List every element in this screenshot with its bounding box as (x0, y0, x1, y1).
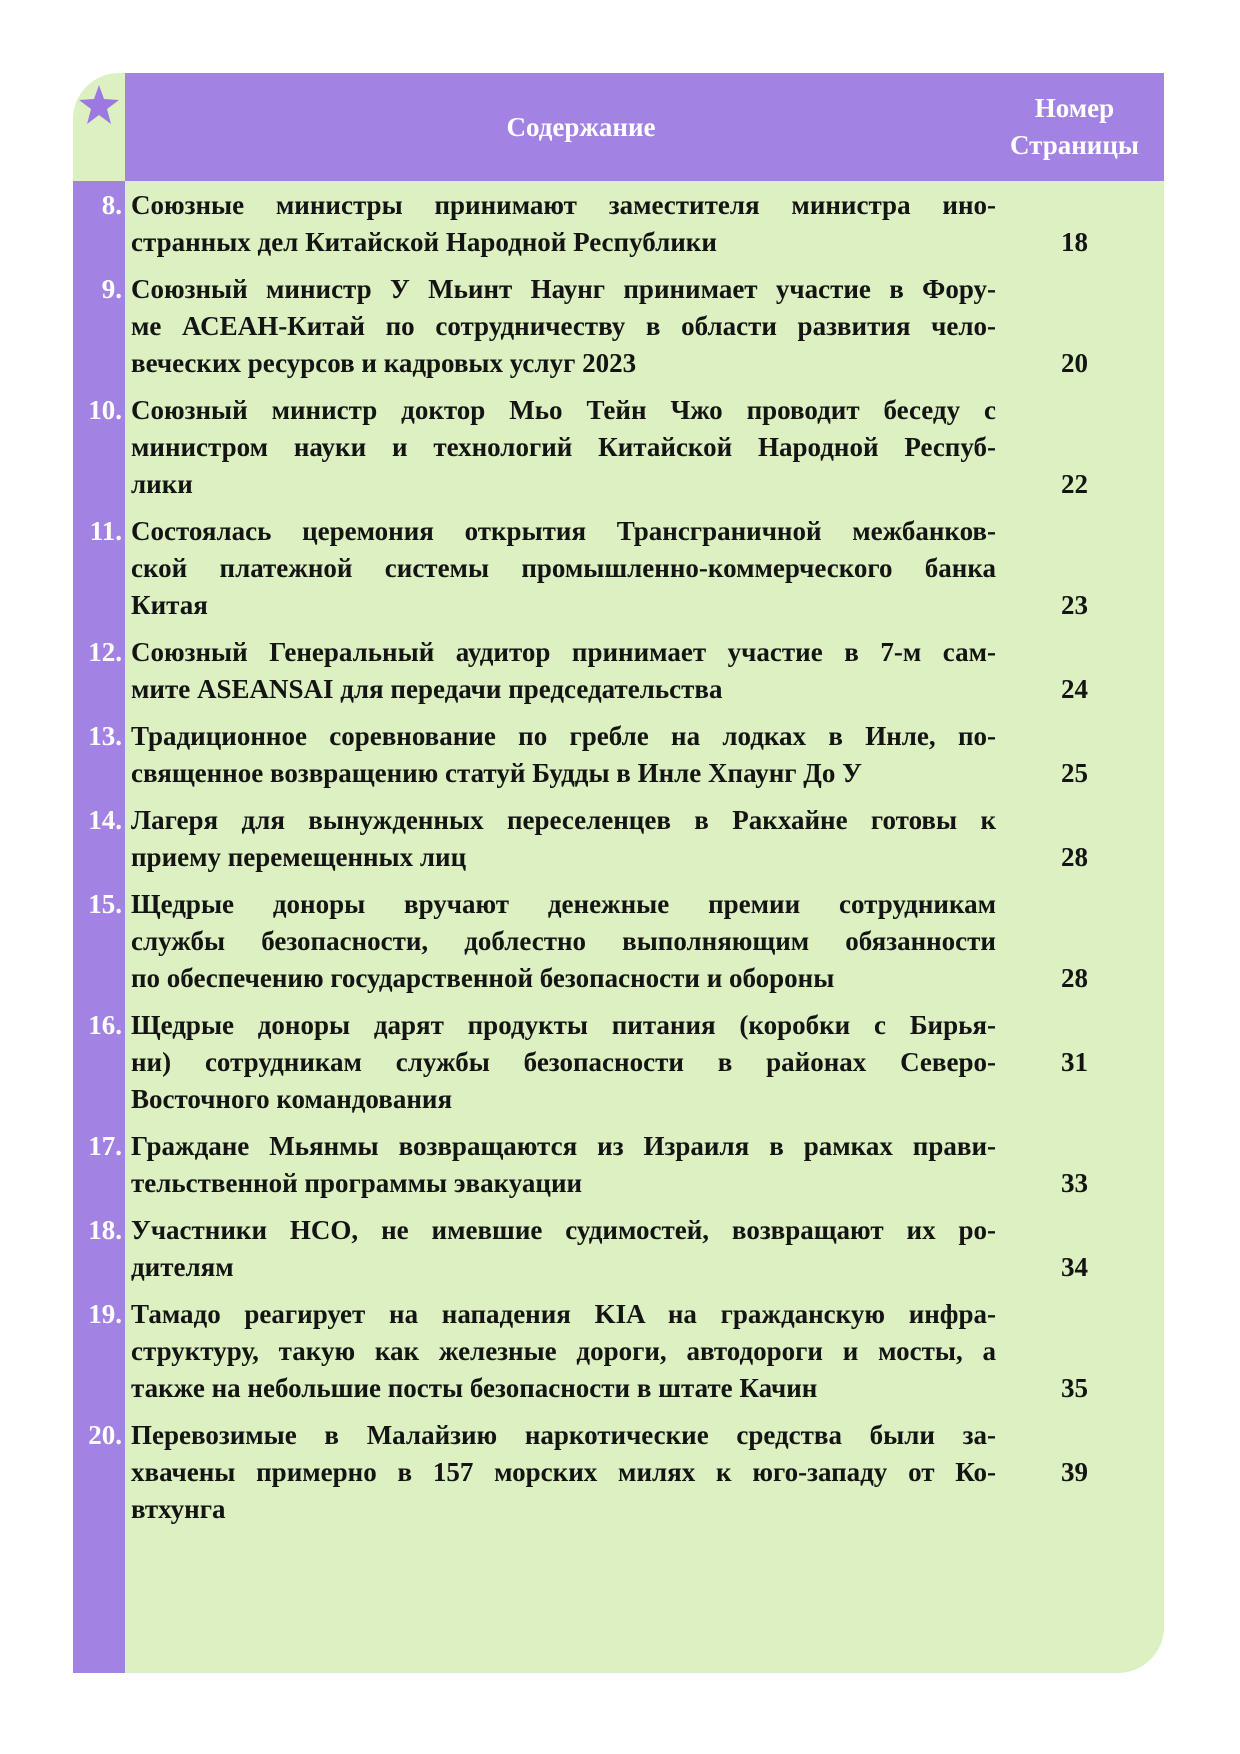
entry-page-number: 25 (1061, 758, 1088, 788)
entry-title-line: ни) сотрудникам службы безопасности в районах Северо- (131, 1047, 996, 1077)
entry-page-number: 18 (1061, 227, 1088, 257)
entry-title-line: дителям (131, 1252, 234, 1282)
entry-page-number: 23 (1061, 590, 1088, 620)
entry-title (131, 187, 996, 261)
entry-title (131, 1417, 996, 1528)
toc-entry (73, 634, 1164, 708)
contents-heading: Содержание (506, 111, 656, 142)
entry-page-number: 28 (1061, 842, 1088, 872)
star-corner (73, 73, 125, 181)
toc-entry (73, 271, 1164, 382)
entry-number: 17. (88, 1131, 122, 1161)
entry-title-line: Тамадо реагирует на нападения KIA на гражданскую инфра- (131, 1299, 996, 1329)
toc-entry (73, 1007, 1164, 1118)
entry-number: 11. (89, 516, 122, 546)
entry-title-line: Перевозимые в Малайзию наркотические средства были за- (131, 1420, 996, 1450)
toc-entry (73, 802, 1164, 876)
entry-title (131, 634, 996, 708)
entry-title-line: странных дел Китайской Народной Республики (131, 227, 717, 257)
entry-title-line: Союзные министры принимают заместителя министра ино- (131, 190, 996, 220)
entry-page-number: 20 (1061, 348, 1088, 378)
entry-title-line: хвачены примерно в 157 морских милях к юго-западу от Ко- (131, 1457, 996, 1487)
entry-title (131, 513, 996, 624)
entry-title (131, 718, 996, 792)
entry-number: 13. (88, 721, 122, 751)
entry-title (131, 271, 996, 382)
entry-number: 9. (101, 274, 122, 304)
entry-title-line: Участники НСО, не имевшие судимостей, возвращают их ро- (131, 1215, 996, 1245)
entry-title-line: Традиционное соревнование по гребле на лодках в Инле, по- (131, 721, 996, 751)
entry-number: 12. (88, 637, 122, 667)
entry-number: 14. (88, 805, 122, 835)
toc-entry (73, 718, 1164, 792)
entry-page-number: 28 (1061, 963, 1088, 993)
toc-entry (73, 513, 1164, 624)
entry-title-line: службы безопасности, доблестно выполняющим обязанности (131, 926, 996, 956)
star-icon (77, 83, 121, 127)
entry-title-line: министром науки и технологий Китайской Народной Респуб- (131, 432, 996, 462)
entry-title (131, 1128, 996, 1202)
entry-number: 10. (88, 395, 122, 425)
entry-title-line: Союзный министр У Мьинт Наунг принимает участие в Фору- (131, 274, 996, 304)
entry-title-line: Китая (131, 590, 208, 620)
entry-title-line: Союзный Генеральный аудитор принимает участие в 7-м сам- (131, 637, 996, 667)
toc-entry (73, 886, 1164, 997)
entry-title-line: по обеспечению государственной безопасности и обороны (131, 963, 835, 993)
entry-title (131, 1007, 996, 1118)
entry-title-line: Союзный министр доктор Мьо Тейн Чжо проводит беседу с (131, 395, 996, 425)
entries-list (73, 181, 1164, 1538)
entry-title-line: Лагеря для вынужденных переселенцев в Ракхайне готовы к (131, 805, 996, 835)
entry-page-number: 31 (1061, 1047, 1088, 1077)
entry-page-number: 24 (1061, 674, 1088, 704)
entry-number: 18. (88, 1215, 122, 1245)
header-band (125, 73, 1164, 181)
page-number-heading: Номер Страницы (1009, 93, 1139, 160)
entry-title (131, 392, 996, 503)
toc-entry (73, 1296, 1164, 1407)
entry-number: 15. (88, 889, 122, 919)
entry-title-line: приему перемещенных лиц (131, 842, 467, 872)
entry-title-line: Граждане Мьянмы возвращаются из Израиля в рамках прави- (131, 1131, 996, 1161)
entry-title-line: Щедрые доноры дарят продукты питания (коробки с Бирья- (131, 1010, 996, 1040)
entry-title-line: веческих ресурсов и кадровых услуг 2023 (131, 348, 637, 378)
entry-title-line: ме АСЕАН-Китай по сотрудничеству в области развития чело- (131, 311, 996, 341)
toc-entry (73, 1417, 1164, 1528)
toc-entry (73, 392, 1164, 503)
entry-title-line: Состоялась церемония открытия Трансграничной межбанков- (131, 516, 996, 546)
toc-entry (73, 1128, 1164, 1202)
entry-page-number: 34 (1061, 1252, 1088, 1282)
entry-title (131, 1212, 996, 1286)
entry-title-line: втхунга (131, 1494, 226, 1524)
entry-title-line: мите ASEANSAI для передачи председательства (131, 674, 723, 704)
toc-entry (73, 187, 1164, 261)
table-of-contents (73, 73, 1164, 1673)
toc-entry (73, 1212, 1164, 1286)
entry-title-line: Восточного командования (131, 1084, 453, 1114)
entry-number: 19. (88, 1299, 122, 1329)
entry-title-line: структуру, такую как железные дороги, автодороги и мосты, а (131, 1336, 996, 1366)
entry-page-number: 39 (1061, 1457, 1088, 1487)
entry-title-line: ской платежной системы промышленно-коммерческого банка (131, 553, 996, 583)
entry-title-line: лики (131, 469, 193, 499)
entry-page-number: 33 (1061, 1168, 1088, 1198)
entry-number: 20. (88, 1420, 122, 1450)
entry-number: 8. (101, 190, 122, 220)
entry-title-line: тельственной программы эвакуации (131, 1168, 583, 1198)
entry-title (131, 802, 996, 876)
entry-title (131, 1296, 996, 1407)
entry-title-line: священное возвращению статуй Будды в Инле Хпаунг До У (131, 758, 862, 788)
entry-page-number: 35 (1061, 1373, 1088, 1403)
entry-title (131, 886, 996, 997)
entry-title-line: Щедрые доноры вручают денежные премии сотрудникам (131, 889, 996, 919)
entry-number: 16. (88, 1010, 122, 1040)
entry-page-number: 22 (1061, 469, 1088, 499)
entry-title-line: также на небольшие посты безопасности в штате Качин (131, 1373, 818, 1403)
